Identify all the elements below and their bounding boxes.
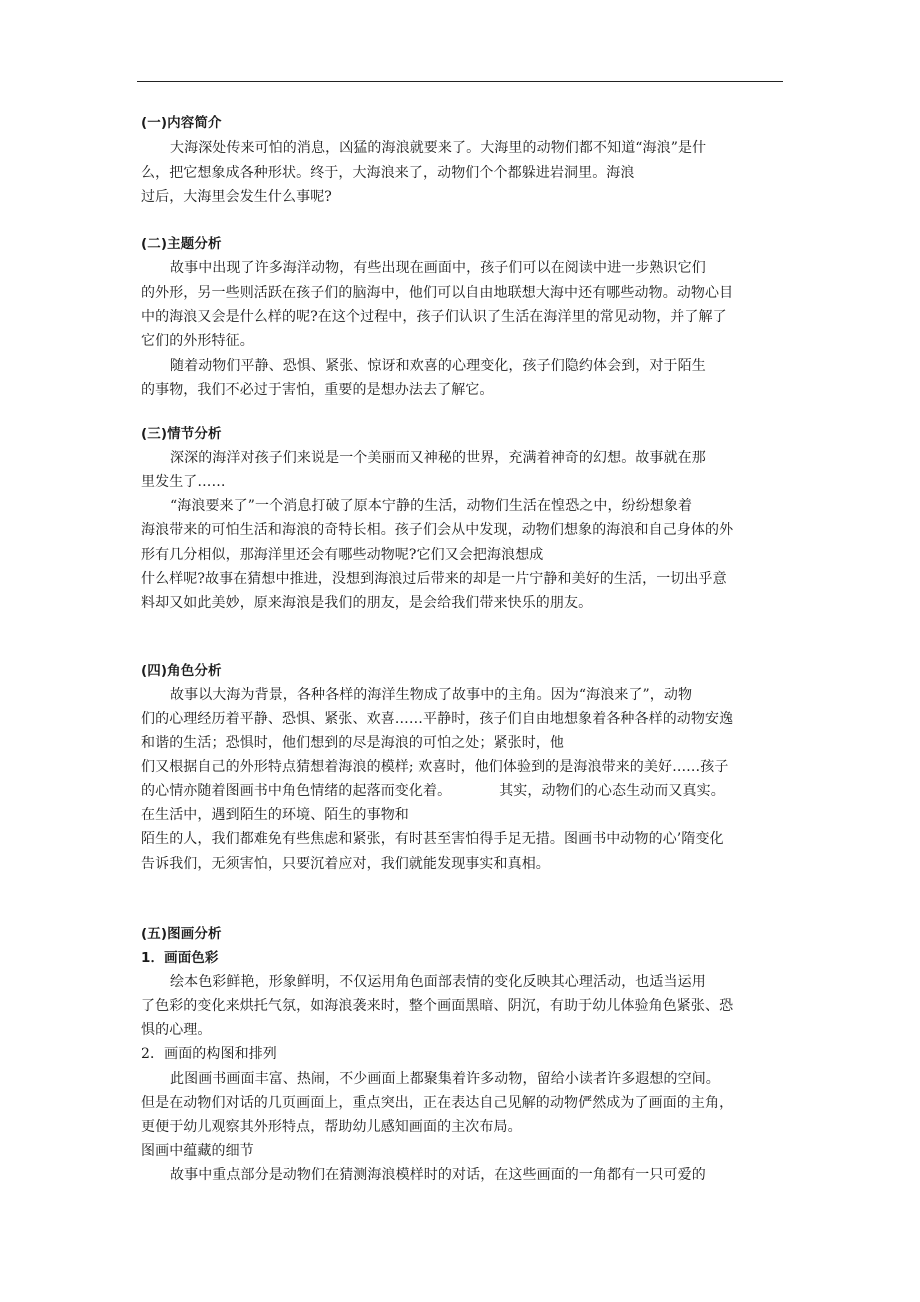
paragraph-line: 故事中重点部分是动物们在猜测海浪模样时的对话，在这些画面的一角都有一只可爱的 xyxy=(170,1167,706,1183)
paragraph-line: 告诉我们，无须害怕，只要沉着应对，我们就能发现事实和真相。 xyxy=(141,856,550,872)
paragraph-line: 的事物，我们不必过于害怕，重要的是想办法去了解它。 xyxy=(141,382,494,398)
header-rule xyxy=(137,81,783,82)
paragraph-segment: 其实，动物们的心态生动而又真实。 xyxy=(499,783,725,799)
paragraph-line: 随着动物们平静、恐惧、紧张、惊讶和欢喜的心理变化，孩子们隐约体会到，对于陌生 xyxy=(170,358,706,374)
section-heading-theme: (二)主题分析 xyxy=(141,236,222,252)
paragraph-line: 了色彩的变化来烘托气氛，如海浪袭来时，整个画面黑暗、阴沉，有助于幼儿体验角色紧张、恐 xyxy=(141,998,734,1014)
paragraph-line: 在生活中，遇到陌生的环境、陌生的事物和 xyxy=(141,807,409,823)
paragraph-line: 此图画书画面丰富、热闹，不少画面上都聚集着许多动物，留给小读者许多遐想的空间。 xyxy=(170,1071,720,1087)
paragraph-line: 故事中出现了许多海洋动物，有些出现在画面中，孩子们可以在阅读中进一步熟识它们 xyxy=(170,260,706,276)
paragraph-line: 什么样呢?故事在猜想中推进，没想到海浪过后带来的却是一片宁静和美好的生活，一切出乎意 xyxy=(141,571,727,587)
section-heading-intro: (一)内容简介 xyxy=(141,115,222,131)
paragraph-segment: 的心情亦随着图画书中角色情绪的起落而变化着。 xyxy=(141,783,452,799)
paragraph-line: 们的心理经历着平静、恐惧、紧张、欢喜……平静时，孩子们自由地想象着各种各样的动物安逸 xyxy=(141,711,734,727)
paragraph-line: 惧的心理。 xyxy=(141,1022,212,1038)
paragraph-line: 和谐的生活；恐惧时，他们想到的尽是海浪的可怕之处；紧张时，他 xyxy=(141,735,564,751)
paragraph-line: 大海深处传来可怕的消息，凶猛的海浪就要来了。大海里的动物们都不知道“海浪”是什 xyxy=(170,140,707,156)
paragraph-line: 深深的海洋对孩子们来说是一个美丽而又神秘的世界，充满着神奇的幻想。故事就在那 xyxy=(170,450,706,466)
paragraph-line: 它们的外形特征。 xyxy=(141,333,254,349)
paragraph-line: 形有几分相似，那海洋里还会有哪些动物呢?它们又会把海浪想成 xyxy=(141,547,544,563)
paragraph-line: 过后，大海里会发生什么事呢? xyxy=(141,189,332,205)
paragraph-line: 陌生的人，我们都难免有些焦虑和紧张，有时甚至害怕得手足无措。图画书中动物的心’隋变化 xyxy=(141,831,724,847)
paragraph-line xyxy=(141,782,725,800)
paragraph-line: 料却又如此美妙，原来海浪是我们的朋友，是会给我们带来快乐的朋友。 xyxy=(141,595,593,611)
paragraph-line: 更便于幼儿观察其外形特点，帮助幼儿感知画面的主次布局。 xyxy=(141,1119,522,1135)
paragraph-line: 的外形，另一些则活跃在孩子们的脑海中，他们可以自由地联想大海中还有哪些动物。动物心目 xyxy=(141,285,734,301)
paragraph-line: “海浪要来了”一个消息打破了原本宁静的生活，动物们生活在惶恐之中，纷纷想象着 xyxy=(170,498,693,514)
section-heading-illustration: (五)图画分析 xyxy=(141,926,222,942)
paragraph-line: 们又根据自己的外形特点猜想着海浪的模样; 欢喜时，他们体验到的是海浪带来的美好……孩子 xyxy=(141,759,729,775)
subheading-color: 1．画面色彩 xyxy=(141,950,219,966)
subheading-details: 图画中蕴藏的细节 xyxy=(141,1143,254,1159)
paragraph-line: 海浪带来的可怕生活和海浪的奇特长相。孩子们会从中发现，动物们想象的海浪和自己身体的外 xyxy=(141,522,734,538)
section-heading-plot: (三)情节分析 xyxy=(141,426,222,442)
paragraph-line: 里发生了…… xyxy=(141,474,226,490)
section-heading-characters: (四)角色分析 xyxy=(141,663,222,679)
subheading-composition: 2．画面的构图和排列 xyxy=(141,1046,277,1062)
paragraph-line: 中的海浪又会是什么样的呢?在这个过程中，孩子们认识了生活在海洋里的常见动物，并了解了 xyxy=(141,309,727,325)
paragraph-line: 故事以大海为背景，各种各样的海洋生物成了故事中的主角。因为“海浪来了”，动物 xyxy=(170,687,693,703)
paragraph-line: 但是在动物们对话的几页画面上，重点突出，正在表达自己见解的动物俨然成为了画面的主角， xyxy=(141,1095,734,1111)
paragraph-line: 绘本色彩鲜艳，形象鲜明，不仅运用角色面部表情的变化反映其心理活动，也适当运用 xyxy=(170,974,706,990)
paragraph-line: 么，把它想象成各种形状。终于，大海浪来了，动物们个个都躲进岩洞里。海浪 xyxy=(141,165,635,181)
